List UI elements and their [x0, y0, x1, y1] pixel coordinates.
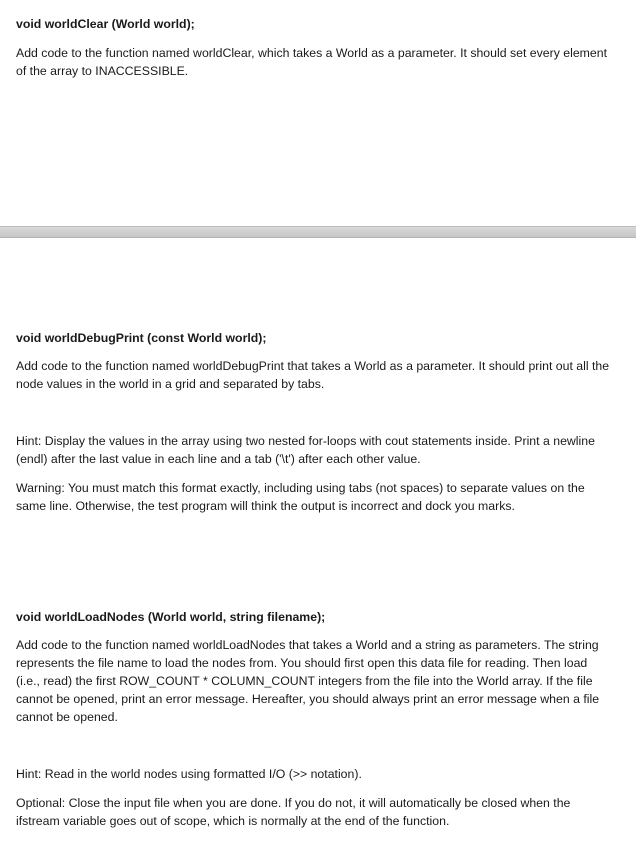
- world-debug-print-description: Add code to the function named worldDebugPrint that takes a World as a parameter. It should print out all the node values in the world in a grid and separated by tabs.: [16, 359, 610, 391]
- world-debug-print-signature: void worldDebugPrint (const World world);: [16, 331, 267, 345]
- world-load-nodes-description: Add code to the function named worldLoadNodes that takes a World and a string as parameters. The string represents the file name to load the nodes from. You should first open this data file for reading. Then load (i.e., read) the first ROW_COUNT * COLUMN_COUNT integers from the file into the World array. If the file cannot be opened, print an error message. Hereafter, you should always print an error message when a file cannot be opened.: [16, 638, 600, 724]
- world-load-nodes-optional: Optional: Close the input file when you are done. If you do not, it will automatically be closed when the ifstream variable goes out of scope, which is normally at the end of the function.: [16, 796, 571, 828]
- world-load-nodes-signature: void worldLoadNodes (World world, string filename);: [16, 610, 326, 624]
- world-clear-signature: void worldClear (World world);: [16, 17, 195, 31]
- world-debug-print-hint: Hint: Display the values in the array using two nested for-loops with cout statements inside. Print a newline (endl) after the last value in each line and a tab ('\t') after each other value.: [16, 434, 595, 466]
- world-debug-print-warning: Warning: You must match this format exactly, including using tabs (not spaces) to separate values on the same line. Otherwise, the test program will think the output is incorrect and dock you marks.: [16, 481, 585, 513]
- page-separator: [0, 226, 636, 238]
- world-clear-description: Add code to the function named worldClear, which takes a World as a parameter. It should set every element of the array to INACCESSIBLE.: [16, 46, 608, 78]
- document-page-top: [0, 0, 636, 226]
- document-page-bottom: [0, 238, 636, 842]
- world-load-nodes-hint: Hint: Read in the world nodes using formatted I/O (>> notation).: [16, 767, 362, 781]
